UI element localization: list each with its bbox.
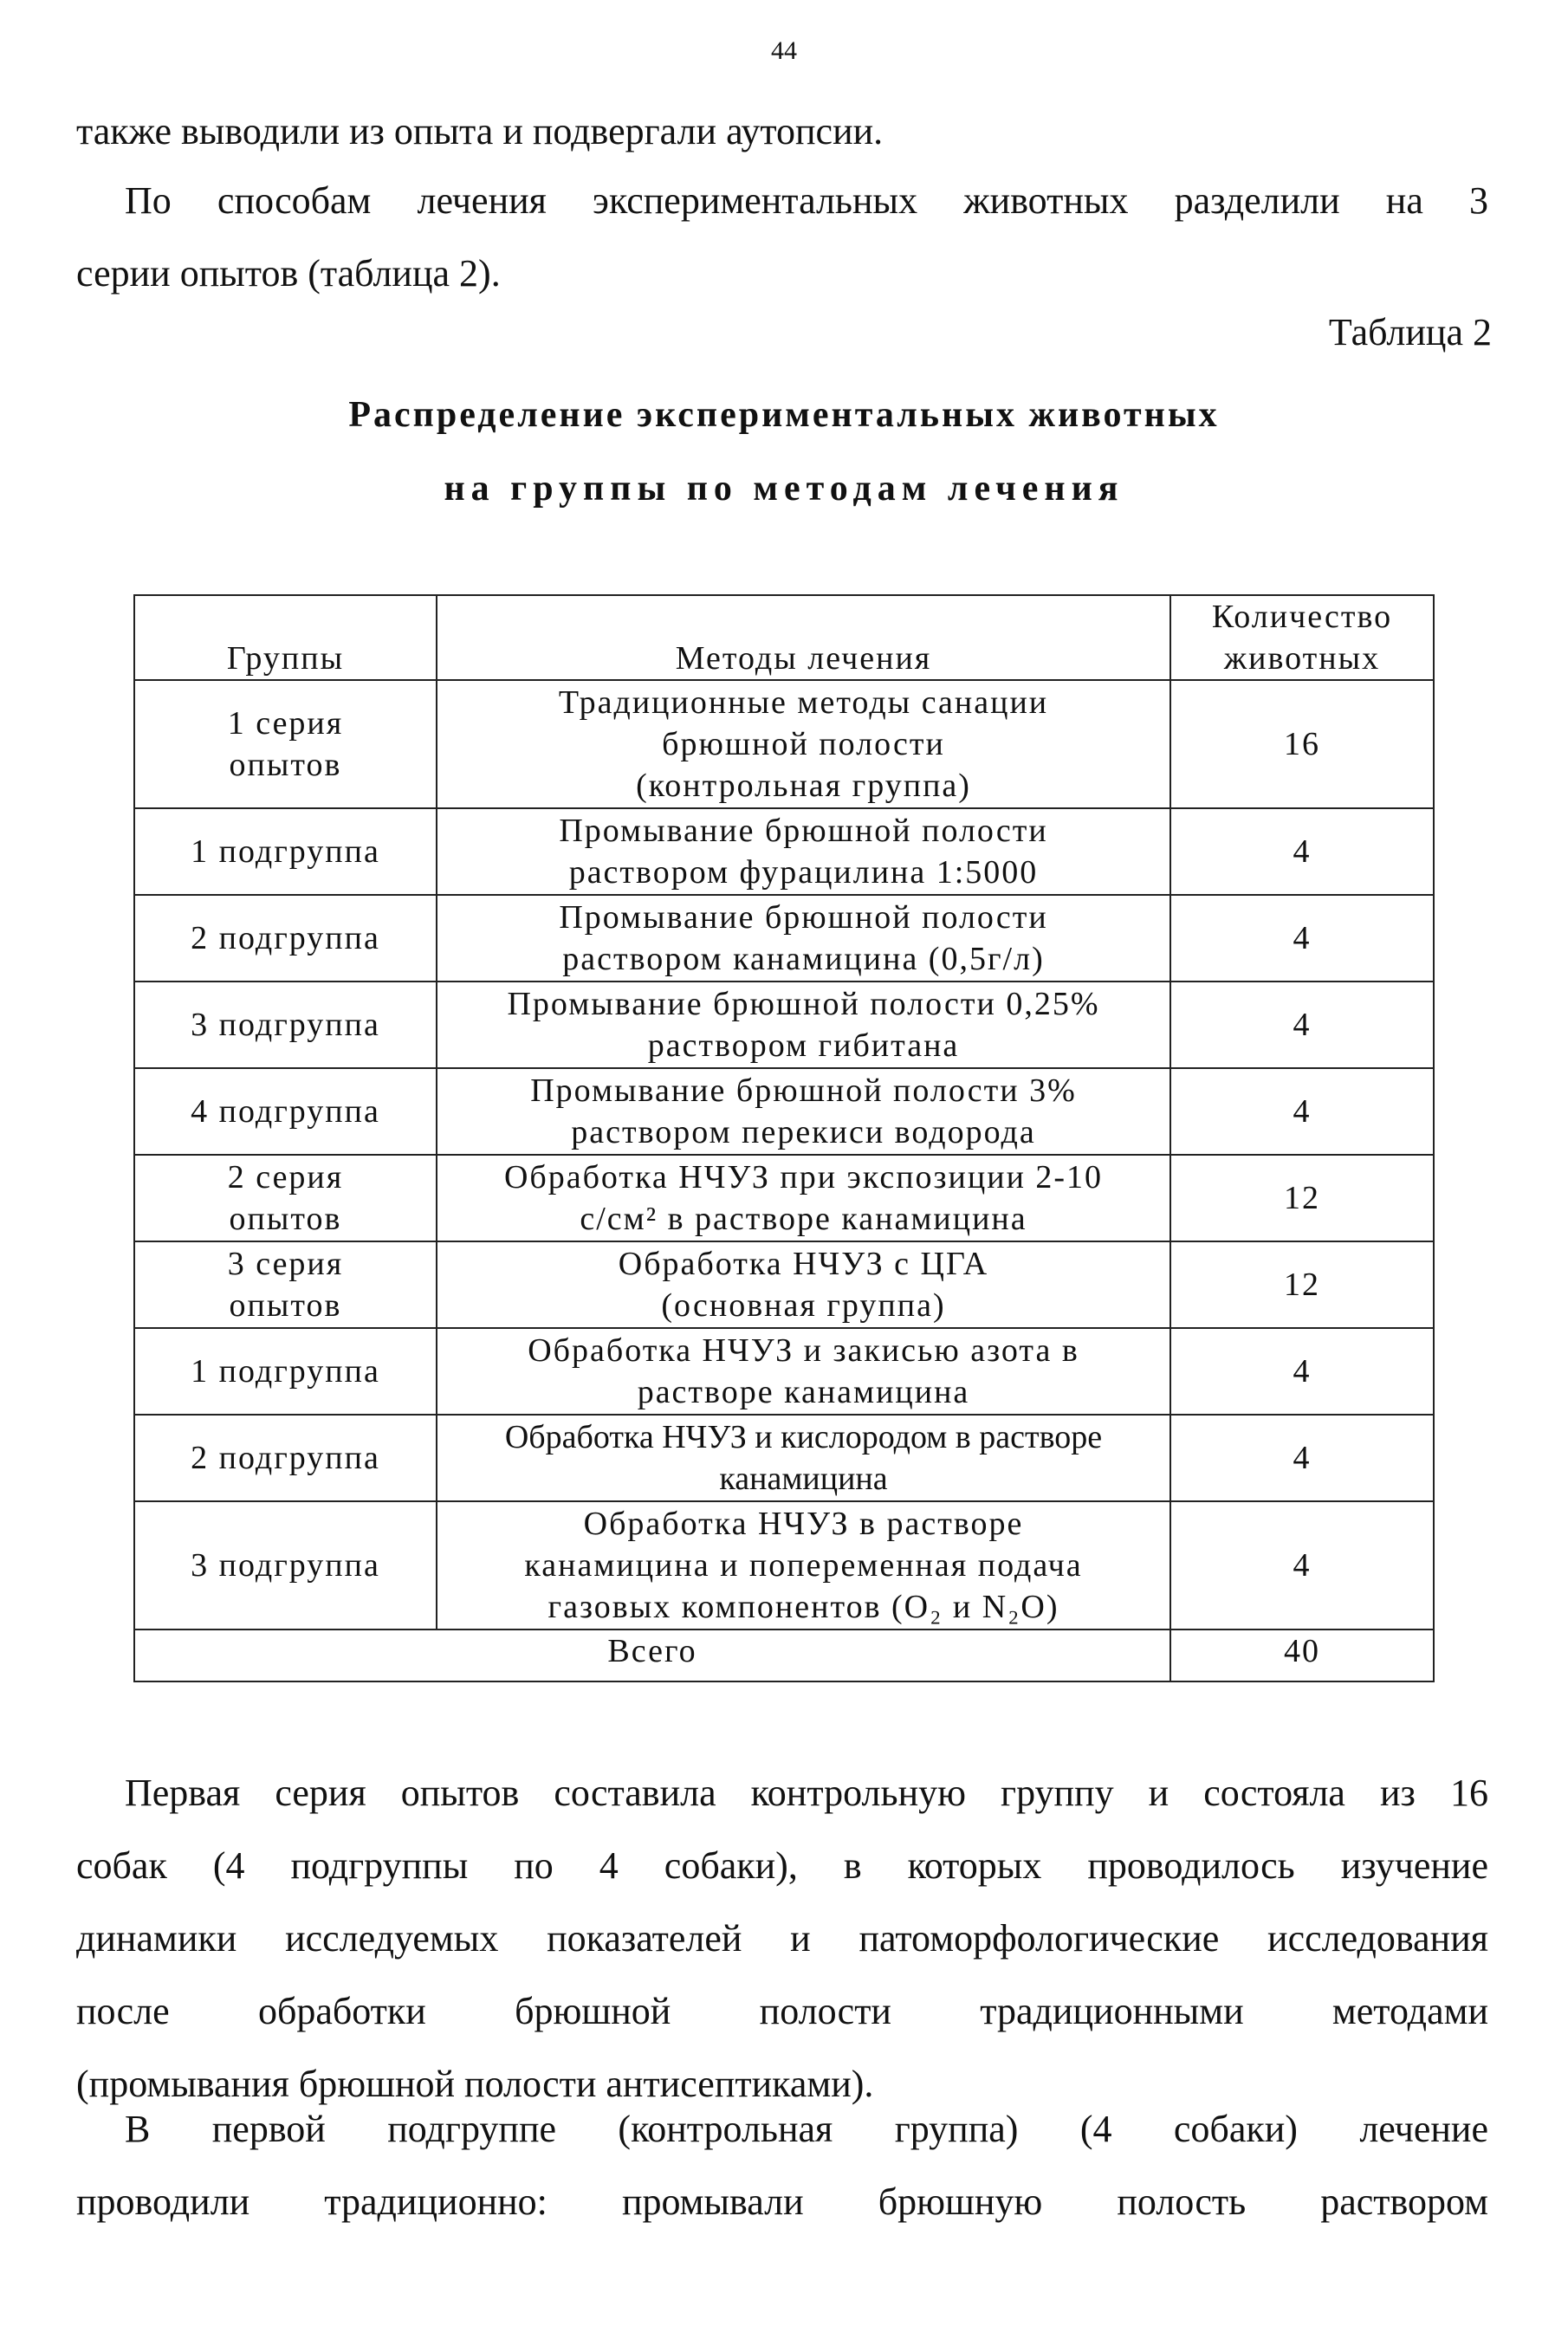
group-cell: 4 подгруппа	[134, 1068, 437, 1155]
text-line: Первая серия опытов составила контрольную группу и состояла из 16	[125, 1772, 1488, 1814]
cell-line: опытов	[229, 1287, 342, 1324]
text-line: также выводили из опыта и подвергали аутопсии.	[76, 110, 884, 152]
count-cell: 4	[1170, 1501, 1434, 1630]
cell-line: 3 серия	[227, 1246, 344, 1282]
cell-line: Обработка НЧУЗ при экспозиции 2-10	[503, 1159, 1104, 1195]
table-row	[134, 1241, 1434, 1328]
count-cell: 4	[1170, 808, 1434, 895]
method-cell	[437, 808, 1170, 895]
group-cell	[134, 680, 437, 808]
count-cell: 12	[1170, 1241, 1434, 1328]
table-title-line-2: на группы по методам лечения	[444, 469, 1124, 509]
total-label: Всего	[134, 1630, 1170, 1681]
cell-line: (контрольная группа)	[636, 768, 971, 804]
count-cell: 4	[1170, 1415, 1434, 1501]
table-title-line-1: Распределение экспериментальных животных	[348, 395, 1220, 435]
cell-line: раствором гибитана	[647, 1027, 960, 1064]
cell-line: раствором фурацилина 1:5000	[568, 854, 1039, 891]
cell-line: растворе канамицина	[637, 1374, 970, 1410]
count-cell: 4	[1170, 1068, 1434, 1155]
cell-line: Обработка НЧУЗ и кислородом в растворе	[504, 1419, 1103, 1455]
group-cell: 3 подгруппа	[134, 1501, 437, 1630]
text-line: динамики исследуемых показателей и патоморфологические исследования	[76, 1917, 1488, 1960]
cell-line: раствором канамицина (0,5г/л)	[562, 941, 1045, 977]
table-row	[134, 982, 1434, 1068]
method-cell	[437, 1241, 1170, 1328]
paragraph-4	[76, 2093, 1488, 2239]
table-row	[134, 1415, 1434, 1501]
text-line: (промывания брюшной полости антисептиками).	[76, 2063, 874, 2105]
cell-line: канамицина и попеременная подача	[524, 1547, 1083, 1584]
group-cell: 3 подгруппа	[134, 982, 437, 1068]
cell-line: опытов	[229, 747, 342, 783]
cell-line: Обработка НЧУЗ в растворе	[583, 1506, 1024, 1542]
method-cell	[437, 895, 1170, 982]
header-methods: Методы лечения	[437, 595, 1170, 680]
count-cell: 16	[1170, 680, 1434, 808]
cell-line: раствором перекиси водорода	[571, 1114, 1036, 1150]
header-groups: Группы	[134, 595, 437, 680]
cell-line: брюшной полости	[662, 726, 945, 762]
method-cell	[437, 1328, 1170, 1415]
page-number: 44	[771, 36, 797, 65]
method-cell	[437, 1155, 1170, 1241]
table-row	[134, 1155, 1434, 1241]
cell-line: Обработка НЧУЗ с ЦГА	[618, 1246, 989, 1282]
count-cell: 4	[1170, 982, 1434, 1068]
header-count	[1170, 595, 1434, 680]
table-total-row	[134, 1630, 1434, 1681]
table-row	[134, 1328, 1434, 1415]
group-cell: 1 подгруппа	[134, 1328, 437, 1415]
count-cell: 12	[1170, 1155, 1434, 1241]
cell-line: Промывание брюшной полости 0,25%	[507, 986, 1100, 1022]
table-row	[134, 1068, 1434, 1155]
cell-line: Обработка НЧУЗ и закисью азота в	[528, 1332, 1079, 1369]
paragraph-1	[76, 95, 1488, 168]
cell-line: Промывание брюшной полости	[559, 899, 1048, 936]
header-count-line: животных	[1223, 640, 1381, 677]
table-row	[134, 808, 1434, 895]
text-line: В первой подгруппе (контрольная группа) (4 собаки) лечение	[125, 2108, 1488, 2150]
table-row	[134, 680, 1434, 808]
cell-line: с/см² в растворе канамицина	[580, 1201, 1027, 1237]
cell-line: 2 серия	[227, 1159, 344, 1195]
table-row	[134, 1501, 1434, 1630]
header-count-line: Количество	[1211, 599, 1393, 635]
total-count: 40	[1170, 1630, 1434, 1681]
cell-line: Промывание брюшной полости 3%	[530, 1072, 1077, 1109]
text-line: собак (4 подгруппы по 4 собаки), в которых проводилось изучение	[76, 1844, 1488, 1887]
distribution-table	[133, 594, 1435, 1682]
cell-line: Промывание брюшной полости	[559, 813, 1048, 849]
paragraph-3	[76, 1757, 1488, 2121]
cell-line: (основная группа)	[661, 1287, 946, 1324]
table-label: Таблица 2	[1328, 311, 1492, 353]
count-cell: 4	[1170, 1328, 1434, 1415]
method-cell	[437, 1415, 1170, 1501]
paragraph-2	[76, 165, 1488, 310]
table-header-row	[134, 595, 1434, 680]
method-cell	[437, 982, 1170, 1068]
cell-line: Традиционные методы санации	[558, 684, 1049, 721]
group-cell	[134, 1155, 437, 1241]
count-cell: 4	[1170, 895, 1434, 982]
group-cell	[134, 1241, 437, 1328]
cell-line: 1 серия	[227, 705, 344, 742]
text-line: проводили традиционно: промывали брюшную полость раствором	[76, 2180, 1488, 2223]
group-cell: 2 подгруппа	[134, 1415, 437, 1501]
method-cell	[437, 680, 1170, 808]
cell-line: опытов	[229, 1201, 342, 1237]
group-cell: 1 подгруппа	[134, 808, 437, 895]
cell-line: канамицина	[719, 1461, 888, 1497]
group-cell: 2 подгруппа	[134, 895, 437, 982]
table-row	[134, 895, 1434, 982]
method-cell	[437, 1068, 1170, 1155]
text-line: после обработки брюшной полости традиционными методами	[76, 1990, 1488, 2032]
cell-line: газовых компонентов (O₂ и N₂O)	[548, 1589, 1059, 1625]
method-cell	[437, 1501, 1170, 1630]
text-line: серии опытов (таблица 2).	[76, 252, 501, 295]
text-line: По способам лечения экспериментальных животных разделили на 3	[125, 179, 1488, 222]
